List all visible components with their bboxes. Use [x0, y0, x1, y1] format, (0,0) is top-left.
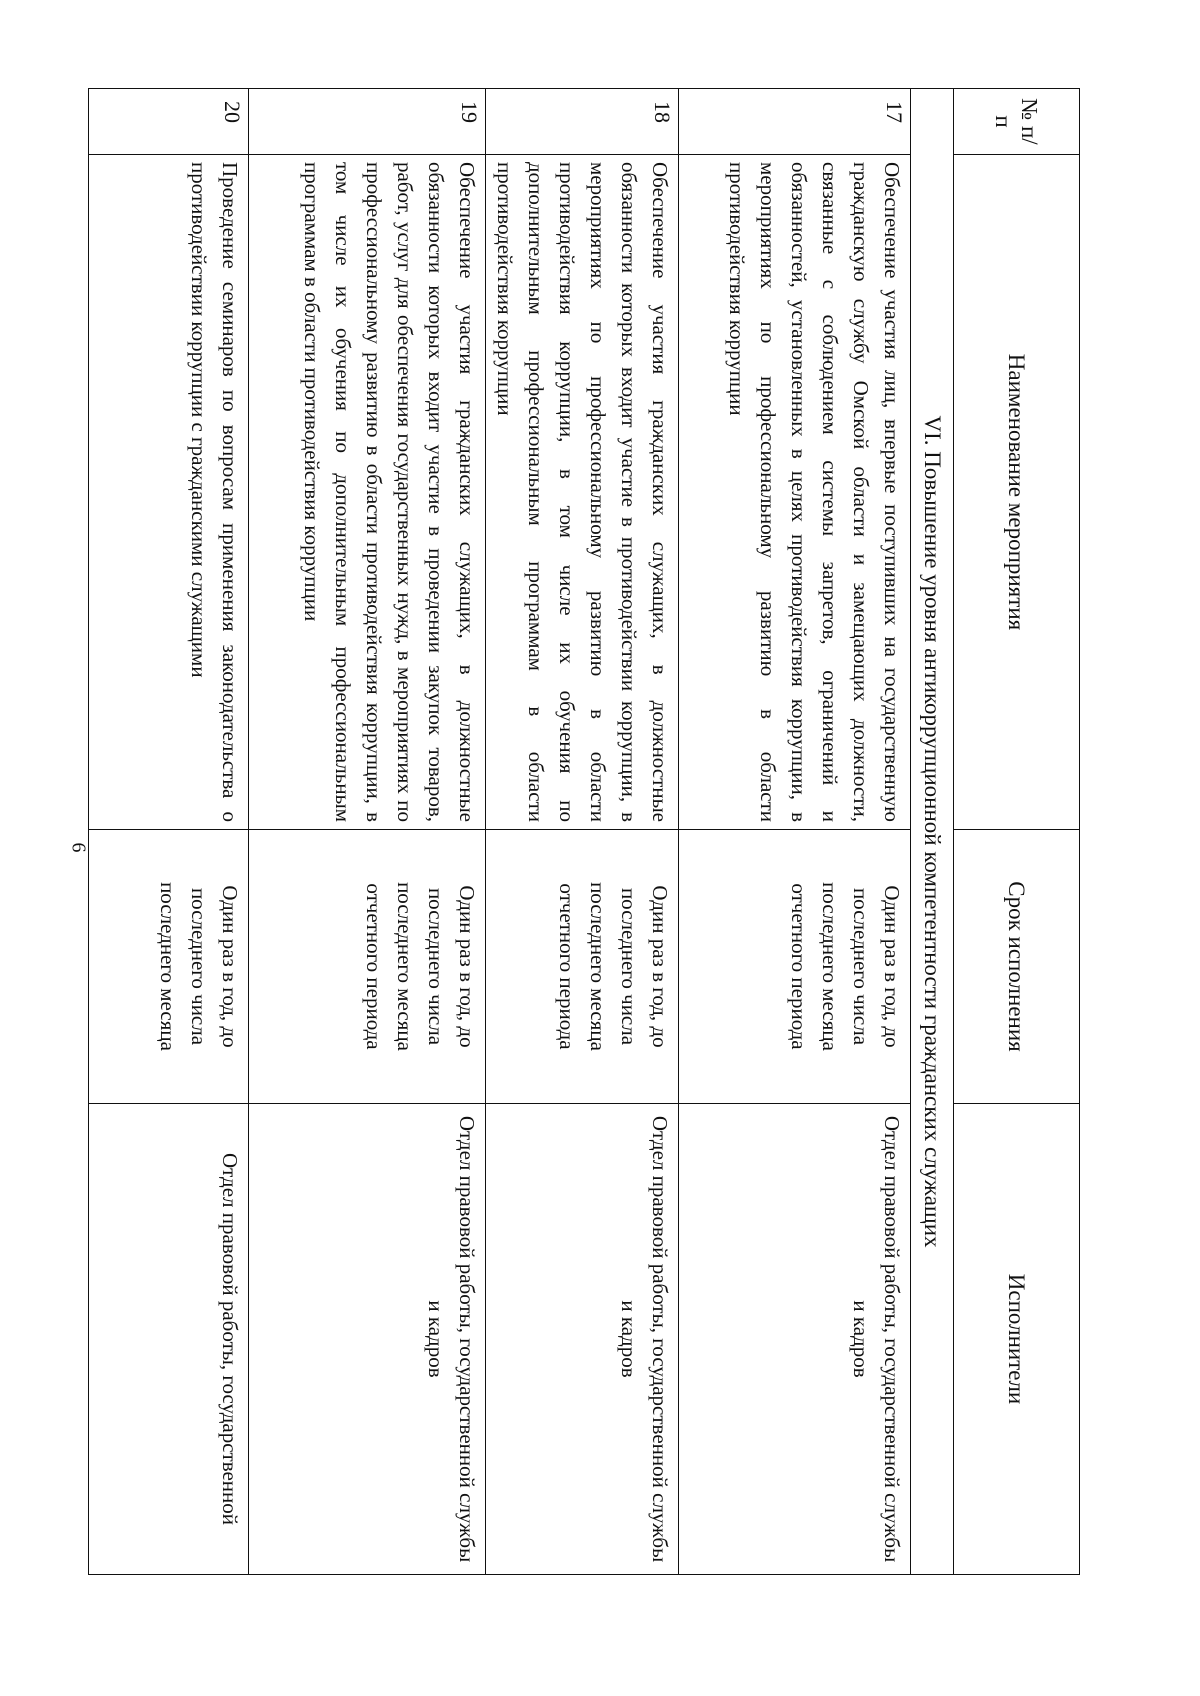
header-name: Наименование мероприятия — [954, 155, 1080, 830]
row-term: Один раз в год, до последнего числа последнего месяца отчетного периода — [679, 830, 911, 1104]
section-title: VI. Повышение уровня антикоррупционной компетентности гражданских служащих — [911, 89, 954, 1575]
section-row — [911, 89, 954, 1575]
row-executor: Отдел правовой работы, государственной — [89, 1104, 249, 1575]
rotated-table-container — [115, 88, 1080, 1574]
table-row — [679, 89, 911, 1575]
row-name: Обеспечение участия лиц, впервые поступивших на государственную гражданскую службу Омской области и замещающих должности, связанные с соблюдением системы запретов, ограничений и обязанностей, установленных в целях противодействия коррупции, в мероприятиях по профессиональному развитию в области противодействия коррупции — [679, 155, 911, 830]
row-name: Проведение семинаров по вопросам применения законодательства о противодействии коррупции с гражданскими служащими — [89, 155, 249, 830]
row-number: 20 — [89, 89, 249, 155]
action-plan-table — [88, 88, 1080, 1575]
row-executor: Отдел правовой работы, государственной службы и кадров — [249, 1104, 486, 1575]
row-name: Обеспечение участия гражданских служащих, в должностные обязанности которых входит участие в проведении закупок товаров, работ, услуг для обеспечения государственных нужд, в мероприятиях по профессиональному развитию в области противодействия коррупции, в том числе их обучения по дополнительным профессиональным программам в области противодействия коррупции — [249, 155, 486, 830]
row-executor: Отдел правовой работы, государственной службы и кадров — [486, 1104, 679, 1575]
row-number: 18 — [486, 89, 679, 155]
row-term: Один раз в год, до последнего числа последнего месяца отчетного периода — [486, 830, 679, 1104]
header-executor: Исполнители — [954, 1104, 1080, 1575]
row-name: Обеспечение участия гражданских служащих, в должностные обязанности которых входит участие в противодействии коррупции, в мероприятиях по профессиональному развитию в области противодействия коррупции, в том числе их обучения по дополнительным профессиональным программам в области противодействия коррупции — [486, 155, 679, 830]
table-row — [249, 89, 486, 1575]
row-term: Один раз в год, до последнего числа последнего месяца — [89, 830, 249, 1104]
table-row — [89, 89, 249, 1575]
table-header-row — [954, 89, 1080, 1575]
table-row — [486, 89, 679, 1575]
row-number: 19 — [249, 89, 486, 155]
header-term: Срок исполнения — [954, 830, 1080, 1104]
row-executor: Отдел правовой работы, государственной службы и кадров — [679, 1104, 911, 1575]
page-number: 6 — [67, 842, 90, 853]
header-num: № п/п — [954, 89, 1080, 155]
row-number: 17 — [679, 89, 911, 155]
row-term: Один раз в год, до последнего числа последнего месяца отчетного периода — [249, 830, 486, 1104]
